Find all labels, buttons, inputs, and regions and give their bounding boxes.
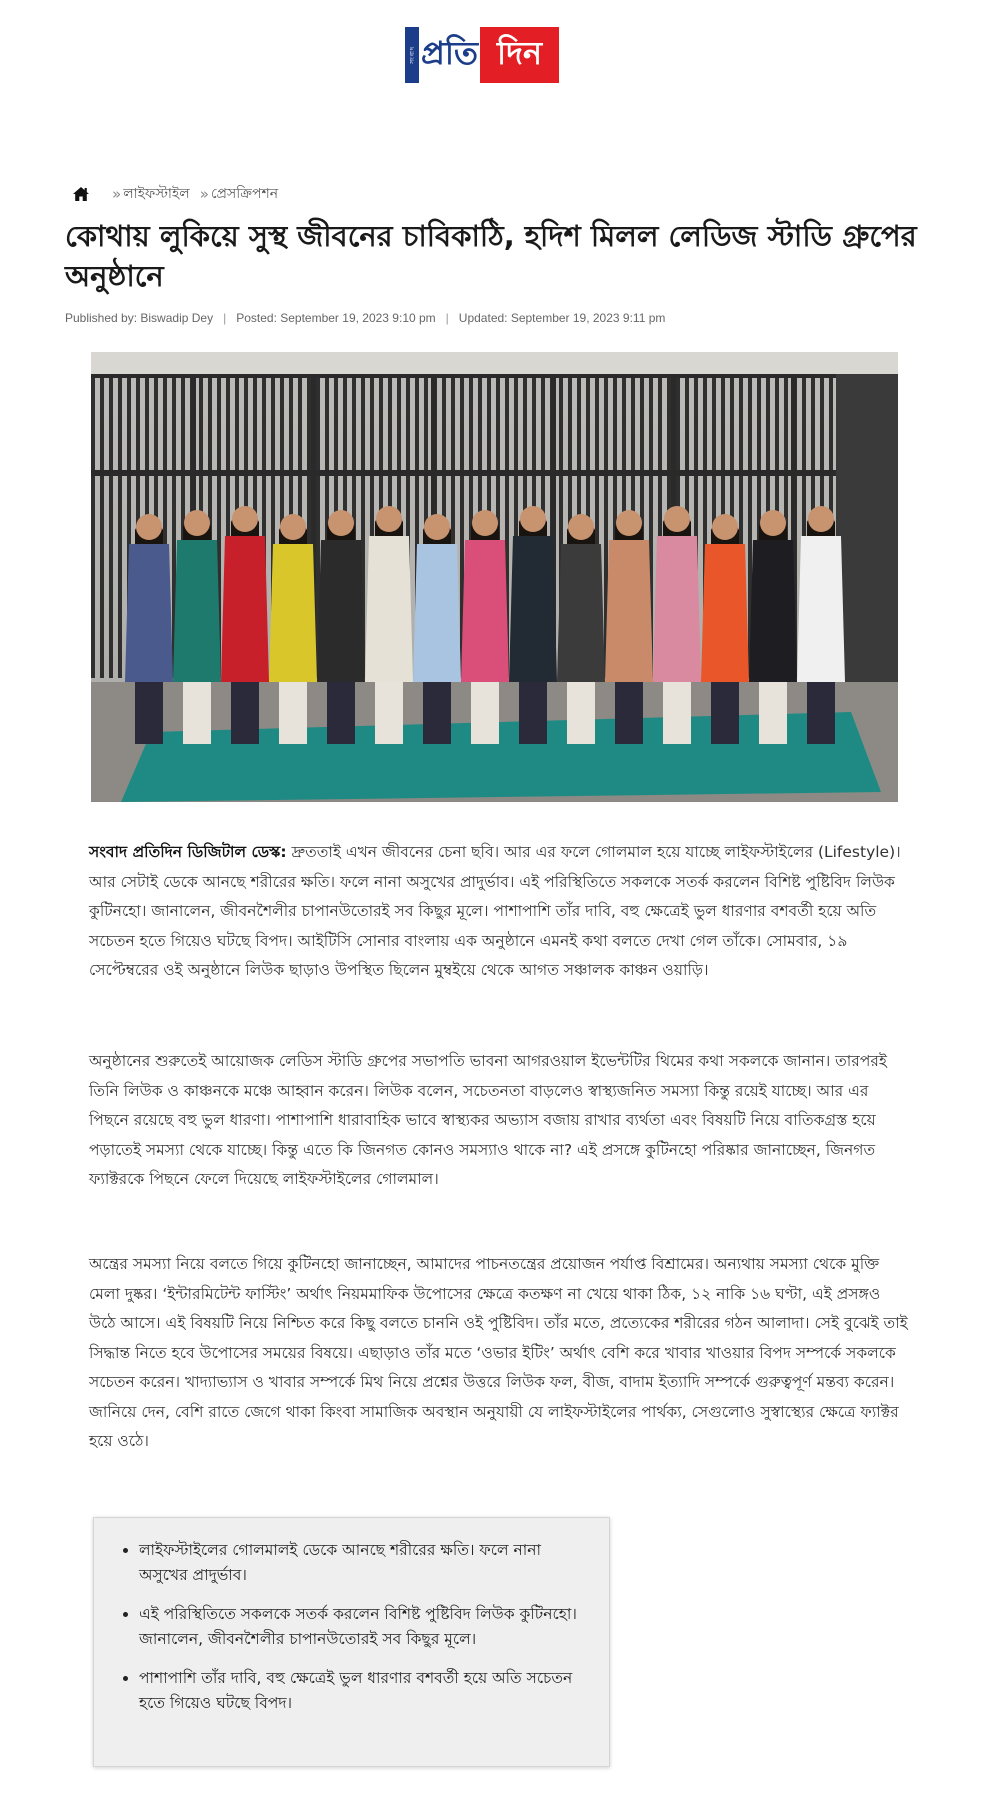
article-meta: [65, 311, 665, 325]
published-by: Published by: Biswadip Dey: [65, 311, 214, 325]
logo-part2: দিন: [480, 27, 559, 83]
breadcrumb-item-lifestyle[interactable]: লাইফস্টাইল: [123, 186, 190, 202]
highlights-list: [94, 1518, 609, 1716]
updated-date: Updated: September 19, 2023 9:11 pm: [458, 311, 666, 325]
article-title: কোথায় লুকিয়ে সুস্থ জীবনের চাবিকাঠি, হদিশ মিলল লেডিজ স্টাডি গ্রুপের অনুষ্ঠানে: [65, 219, 917, 293]
article-paragraph: [89, 838, 909, 986]
group-photo-illustration: [91, 352, 898, 802]
window-slat: [100, 378, 104, 678]
meta-divider: |: [445, 311, 449, 325]
breadcrumb-item-prescription[interactable]: প্রেসক্রিপশন: [210, 186, 279, 202]
highlight-item: • পাশাপাশি তাঁর দাবি, বহু ক্ষেত্রেই ভুল ধারণার বশবর্তী হয়ে অতি সচেতন হতে গিয়েও ঘটছে বিপদ।: [139, 1666, 585, 1716]
window-slat: [118, 378, 122, 678]
article-image: [91, 352, 898, 802]
paragraph-text: দ্রুততাই এখন জীবনের চেনা ছবি। আর এর ফলে গোলমাল হয়ে যাচ্ছে লাইফস্টাইলের (Lifestyle)। আর সেটাই ডেকে আনছে শরীরের ক্ষতি। ফলে নানা অসুখের প্রাদুর্ভাব। এই পরিস্থিতিতে সকলকে সতর্ক করলেন বিশিষ্ট পুষ্টিবিদ লিউক কুটিনহো। জানালেন, জীবনশৈলীর চাপানউতোরই সব কিছুর মূলে। পাশাপাশি তাঁর দাবি, বহু ক্ষেত্রেই ভুল ধারণার বশবর্তী হয়ে অতি সচেতন হতে গিয়েও ঘটছে বিপদ। আইটিসি সোনার বাংলায় এক অনুষ্ঠানে এমনই কথা বলতে দেখা গেল তাঁকে। সোমবার, ১৯ সেপ্টেম্বরের ওই অনুষ্ঠানে লিউক ছাড়াও উপস্থিত ছিলেন মুম্বইয়ে থেকে আগত সঞ্চালক কাঞ্চন ওয়াড়ি।: [89, 843, 901, 979]
window-slat: [91, 378, 95, 678]
article-paragraph: অন্ত্রের সমস্যা নিয়ে বলতে গিয়ে কুটিনহো জানাচ্ছেন, আমাদের পাচনতন্ত্রের প্রয়োজন পর্যাপ্ত বিশ্রামের। অন্যথায় সমস্যা থেকে মুক্তি মেলা দুষ্কর। ‘ইন্টারমিটেন্ট ফাস্টিং’ অর্থাৎ নিয়মমাফিক উপোসের ক্ষেত্রে কতক্ষণ না খেয়ে থাকা ঠিক, ১২ নাকি ১৬ ঘণ্টা, এই প্রসঙ্গও উঠে আসে। এই বিষয়টি নিয়ে নিশ্চিত করে কিছু বলতে চাননি ওই পুষ্টিবিদ। তাঁর মতে, প্রত্যেকের শরীরের গঠন আলাদা। সেই বুঝেই তাই সিদ্ধান্ত নিতে হবে উপোসের সময়ের বিষয়ে। এছাড়াও তাঁর মতে ‘ওভার ইটিং’ অর্থাৎ বেশি করে খাবার খাওয়ার বিপদ সম্পর্কে সকলকে সচেতন করেন। খাদ্যাভ্যাস ও খাবার সম্পর্কে মিথ নিয়ে প্রশ্নের উত্তরে লিউক ফল, বীজ, বাদাম ইত্যাদি সম্পর্কে গুরুত্বপূর্ণ মন্তব্য করেন। জানিয়ে দেন, বেশি রাতে জেগে থাকা কিংবা সামাজিক অবস্থান অনুযায়ী যে লাইফস্টাইলের পার্থক্য, সেগুলোও সুস্বাস্থ্যের ক্ষেত্রে ফ্যাক্টর হয়ে ওঠে।: [89, 1255, 908, 1450]
highlights-box: [93, 1517, 610, 1767]
highlight-item: • লাইফস্টাইলের গোলমালই ডেকে আনছে শরীরের ক্ষতি। ফলে নানা অসুখের প্রাদুর্ভাব।: [139, 1538, 585, 1588]
logo-small-text: সংবাদ: [408, 46, 416, 64]
window-slat: [109, 378, 113, 678]
highlight-item: • এই পরিস্থিতিতে সকলকে সতর্ক করলেন বিশিষ্ট পুষ্টিবিদ লিউক কুটিনহো। জানালেন, জীবনশৈলীর চাপানউতোরই সব কিছুর মূলে।: [139, 1602, 585, 1652]
chevron-double-right-icon: »: [199, 185, 206, 203]
posted-date: Posted: September 19, 2023 9:10 pm: [236, 311, 436, 325]
logo-band: [405, 27, 419, 83]
site-logo[interactable]: [405, 27, 559, 83]
breadcrumb: [72, 183, 288, 205]
desk-label: সংবাদ প্রতিদিন ডিজিটাল ডেস্ক:: [89, 843, 287, 861]
meta-divider: |: [223, 311, 227, 325]
home-icon[interactable]: [72, 186, 90, 202]
article-paragraph: অনুষ্ঠানের শুরুতেই আয়োজক লেডিস স্টাডি গ্রুপের সভাপতি ভাবনা আগরওয়াল ইভেন্টটির থিমের কথা সকলকে জানান। তারপরই তিনি লিউক ও কাঞ্চনকে মঞ্চে আহ্বান করেন। লিউক বলেন, সচেতনতা বাড়লেও স্বাস্থ্যজনিত সমস্যা কিন্তু রয়েই যাচ্ছে। আর এর পিছনে রয়েছে বহু ভুল ধারণা। পাশাপাশি ধারাবাহিক ভাবে স্বাস্থ্যকর অভ্যাস বজায় রাখার ব্যর্থতা এবং বিষয়টি নিয়ে বাতিকগ্রস্ত হয়ে পড়াতেই সমস্যা থেকে যাচ্ছে। কিন্তু এতে কি জিনগত কোনও সমস্যাও থাকে না? এই প্রসঙ্গে কুটিনহো পরিষ্কার জানাচ্ছেন, জিনগত ফ্যাক্টরকে পিছনে ফেলে দিয়েছে লাইফস্টাইলের গোলমাল।: [89, 1052, 887, 1188]
logo-part1: প্রতি: [419, 27, 480, 83]
chevron-double-right-icon: »: [112, 185, 119, 203]
